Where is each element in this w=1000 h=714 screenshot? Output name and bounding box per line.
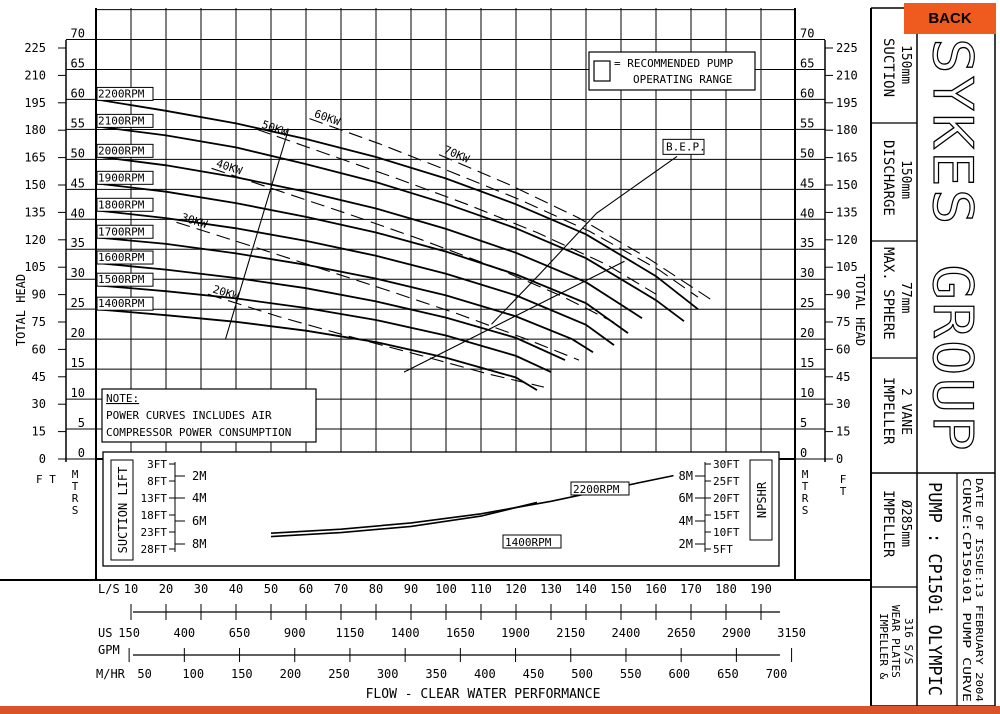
recommended-range-legend — [589, 52, 755, 90]
ft-tick-label-left: 90 — [31, 287, 46, 302]
npshr-m-label: 2M — [678, 537, 693, 551]
bep-label: B.E.P. — [666, 140, 706, 154]
npshr-ft-label: 20FT — [713, 492, 740, 505]
left-axis-title: TOTAL HEAD — [14, 273, 28, 347]
note-box — [102, 389, 316, 442]
impeller-label: IMPELLER — [880, 377, 896, 445]
ft-tick-label-left: 135 — [24, 205, 46, 220]
gpm-tick-label: 400 — [173, 626, 196, 640]
mtrs-tick-label-left: 20 — [70, 326, 85, 341]
mtrs-tick-label-right: 55 — [800, 116, 815, 131]
flow-scales — [96, 582, 806, 702]
ft-tick-label-left: 225 — [24, 41, 46, 56]
mtrs-tick-label-left: 35 — [70, 236, 85, 251]
power-label: 50KW — [260, 117, 290, 139]
power-label: 20KW — [211, 282, 241, 304]
gpm-tick-label: 2150 — [556, 626, 586, 640]
suction-lift-title: SUCTION LIFT — [116, 466, 130, 554]
note-line-1: POWER CURVES INCLUDES AIR — [106, 409, 272, 422]
ft-tick-label-right: 135 — [836, 205, 858, 220]
npshr-ft-label: 5FT — [713, 543, 733, 556]
rpm-label: 1400RPM — [98, 297, 145, 311]
power-curve-40kw — [212, 168, 615, 322]
left-ft-unit: F T — [36, 473, 56, 486]
mtrs-tick-label-right: 50 — [800, 146, 815, 161]
gpm-tick-label: 650 — [228, 626, 251, 640]
mhr-tick-label: 350 — [425, 667, 448, 681]
ls-tick-label: 30 — [193, 582, 209, 596]
ls-tick-label: 90 — [403, 582, 419, 596]
gpm-tick-label: 150 — [118, 626, 140, 640]
ft-tick-label-right: 210 — [836, 68, 858, 83]
ls-tick-label: 60 — [298, 582, 314, 596]
ft-tick-label-right: 60 — [836, 342, 851, 357]
ft-tick-label-left: 45 — [31, 369, 46, 384]
gpm-label: GPM — [98, 643, 120, 657]
gpm-tick-label: 3150 — [777, 626, 807, 640]
rpm-label: 1700RPM — [98, 225, 145, 239]
gpm-tick-label: 900 — [283, 626, 306, 640]
curve-labels-layer — [97, 87, 706, 310]
rpm-label: 1500RPM — [98, 273, 145, 287]
ft-tick-label-right: 165 — [836, 150, 858, 165]
mtrs-tick-label-left: 55 — [70, 116, 85, 131]
gpm-tick-label: 2400 — [611, 626, 641, 640]
suction-ft-label: 13FT — [140, 492, 167, 505]
suction-m-label: 2M — [192, 469, 207, 483]
mtrs-tick-label-right: 25 — [800, 296, 815, 311]
ft-tick-label-left: 195 — [24, 95, 46, 110]
discharge-label: DISCHARGE — [880, 140, 896, 216]
mhr-tick-label: 50 — [137, 667, 152, 681]
npshr-m-label: 8M — [678, 469, 693, 483]
ft-tick-label-left: 210 — [24, 68, 46, 83]
mtrs-tick-label-right: 35 — [800, 236, 815, 251]
ft-tick-label-left: 120 — [24, 232, 46, 247]
ft-tick-label-left: 15 — [31, 424, 46, 439]
power-label: 30KW — [179, 210, 209, 232]
legend-text-2: OPERATING RANGE — [633, 73, 733, 86]
company-name: SYKES GROUP — [921, 38, 984, 418]
issue-label: DATE OF ISSUE:13 FEBRUARY 2004 — [973, 478, 984, 659]
npshr-m-label: 6M — [678, 491, 693, 505]
mtrs-tick-label-right: 45 — [800, 176, 815, 191]
ft-tick-label-right: 225 — [836, 41, 858, 56]
rpm-label: 2000RPM — [98, 144, 145, 158]
mtrs-tick-label-left: 50 — [70, 146, 85, 161]
rpm-label: 1600RPM — [98, 251, 145, 265]
gpm-tick-label: 1900 — [501, 626, 531, 640]
mtrs-tick-label-left: 40 — [70, 206, 85, 221]
gpm-tick-label: 1650 — [445, 626, 475, 640]
mhr-tick-label: 700 — [765, 667, 788, 681]
ls-tick-label: 100 — [435, 582, 457, 596]
mhr-tick-label: 200 — [279, 667, 302, 681]
ft-tick-label-right: 30 — [836, 397, 851, 412]
mhr-tick-label: 650 — [717, 667, 739, 681]
gpm-tick-label: 2900 — [721, 626, 751, 640]
note-title: NOTE: — [106, 392, 140, 405]
ls-tick-label: 40 — [228, 582, 244, 596]
right-ft-unit: F T — [839, 473, 847, 498]
curve-label: CURVE:CP150i01 PUMP CURVE — [960, 478, 973, 644]
mtrs-tick-label-left: 30 — [70, 266, 85, 281]
ft-tick-label-right: 180 — [836, 123, 858, 138]
curves-layer — [96, 99, 712, 390]
npshr-title: NPSHR — [755, 481, 769, 519]
rpm-label: 2100RPM — [98, 114, 145, 128]
ft-tick-label-right: 90 — [836, 287, 851, 302]
mtrs-tick-label-left: 70 — [70, 26, 85, 41]
gpm-tick-label: 1400 — [390, 626, 420, 640]
discharge-value: 150mm — [898, 160, 913, 200]
ls-tick-label: 150 — [610, 582, 632, 596]
mtrs-tick-label-left: 65 — [70, 56, 85, 71]
ft-tick-label-right: 45 — [836, 369, 851, 384]
right-axis-title: TOTAL HEAD — [853, 273, 867, 347]
ls-tick-label: 50 — [263, 582, 279, 596]
us-label: US — [98, 626, 113, 640]
mtrs-tick-label-right: 10 — [800, 386, 815, 401]
mhr-label: M/HR — [96, 667, 125, 681]
ls-tick-label: 70 — [333, 582, 349, 596]
rpm-label: 1800RPM — [98, 198, 145, 212]
mhr-tick-label: 150 — [230, 667, 253, 681]
mhr-tick-label: 400 — [474, 667, 496, 681]
npshr-ft-label: 25FT — [713, 475, 740, 488]
bep-line — [492, 156, 678, 324]
ft-tick-label-left: 0 — [38, 452, 46, 466]
npshr-panel — [103, 452, 779, 566]
ls-tick-label: 190 — [750, 582, 772, 596]
note-line-2: COMPRESSOR POWER CONSUMPTION — [106, 426, 292, 439]
impeller-value: 2 VANE — [898, 388, 913, 435]
suction-ft-label: 23FT — [140, 526, 167, 539]
ft-tick-label-right: 195 — [836, 95, 858, 110]
mtrs-tick-label-right: 5 — [800, 416, 808, 431]
ls-tick-label: 20 — [158, 582, 174, 596]
legend-swatch — [594, 61, 610, 81]
flow-title: FLOW - CLEAR WATER PERFORMANCE — [365, 687, 601, 702]
mhr-tick-label: 550 — [619, 667, 642, 681]
mtrs-tick-label-right: 20 — [800, 326, 815, 341]
npshr-ft-label: 10FT — [713, 526, 740, 539]
ft-tick-label-right: 0 — [836, 452, 844, 466]
mtrs-tick-label-left: 60 — [70, 86, 85, 101]
right-mtrs-unit: M T R S — [801, 468, 809, 517]
mtrs-tick-label-right: 40 — [800, 206, 815, 221]
title-block-text — [877, 38, 984, 710]
gpm-tick-label: 2650 — [666, 626, 696, 640]
ls-label: L/S — [98, 582, 120, 596]
ls-tick-label: 110 — [470, 582, 492, 596]
npshr-label: 2200RPM — [573, 483, 620, 496]
ft-tick-label-right: 105 — [836, 260, 858, 275]
suction-value: 150mm — [898, 45, 913, 85]
sphere-value: 77mm — [898, 282, 913, 314]
power-label: 70KW — [441, 143, 472, 166]
power-label: 60KW — [312, 107, 342, 129]
power-label: 40KW — [214, 156, 244, 178]
mtrs-tick-label-right: 60 — [800, 86, 815, 101]
sphere-label: MAX. SPHERE — [880, 247, 896, 340]
ft-tick-label-left: 165 — [24, 150, 46, 165]
legend-text-1: = RECOMMENDED PUMP — [614, 57, 734, 70]
mtrs-tick-label-left: 10 — [70, 386, 85, 401]
npshr-ft-label: 30FT — [713, 458, 740, 471]
operating-range-line — [226, 129, 289, 339]
suction-m-label: 8M — [192, 537, 207, 551]
ft-tick-label-right: 15 — [836, 424, 851, 439]
gpm-tick-label: 1150 — [335, 626, 365, 640]
rpm-label: 2200RPM — [98, 87, 145, 101]
ls-tick-label: 170 — [680, 582, 702, 596]
mhr-tick-label: 600 — [668, 667, 691, 681]
rpm-label: 1900RPM — [98, 171, 145, 185]
ls-tick-label: 180 — [715, 582, 737, 596]
ft-tick-label-left: 150 — [24, 178, 46, 193]
back-button[interactable]: BACK — [904, 3, 996, 34]
plates-label-2: WEAR PLATES — [889, 605, 902, 678]
mtrs-tick-label-right: 70 — [800, 26, 815, 41]
mhr-tick-label: 100 — [182, 667, 205, 681]
ls-tick-label: 80 — [368, 582, 384, 596]
mhr-tick-label: 250 — [328, 667, 350, 681]
pump-label: PUMP : CP150i OLYMPIC — [924, 482, 945, 710]
ls-tick-label: 10 — [123, 582, 139, 596]
ls-tick-label: 140 — [575, 582, 597, 596]
mtrs-tick-label-left: 45 — [70, 176, 85, 191]
mhr-tick-label: 300 — [376, 667, 399, 681]
bottom-accent-strip — [0, 706, 1000, 714]
ft-tick-label-right: 150 — [836, 178, 858, 193]
npshr-m-label: 4M — [678, 514, 693, 528]
mtrs-tick-label-left: 5 — [77, 416, 85, 431]
mhr-tick-label: 500 — [571, 667, 593, 681]
impeller-dia-value: Ø285mm — [898, 500, 913, 547]
ls-tick-label: 130 — [540, 582, 562, 596]
suction-ft-label: 18FT — [140, 509, 167, 522]
ft-tick-label-right: 120 — [836, 232, 858, 247]
impeller-dia-label: IMPELLER — [880, 490, 896, 558]
suction-label: SUCTION — [880, 38, 896, 98]
mtrs-tick-label-right: 15 — [800, 356, 815, 371]
ls-tick-label: 120 — [505, 582, 527, 596]
suction-ft-label: 28FT — [140, 543, 167, 556]
ft-tick-label-right: 75 — [836, 315, 851, 330]
mtrs-tick-label-right: 30 — [800, 266, 815, 281]
ft-tick-label-left: 30 — [31, 397, 46, 412]
npshr-label: 1400RPM — [505, 536, 552, 549]
suction-ft-label: 8FT — [147, 475, 167, 488]
mhr-tick-label: 450 — [522, 667, 545, 681]
ft-tick-label-left: 60 — [31, 342, 46, 357]
ls-tick-label: 160 — [645, 582, 667, 596]
mtrs-tick-label-left: 0 — [77, 446, 85, 460]
head-curve-1400rpm — [96, 309, 537, 390]
ft-tick-label-left: 180 — [24, 123, 46, 138]
suction-ft-label: 3FT — [147, 458, 167, 471]
plates-value: 316 S/S — [902, 618, 915, 665]
suction-m-label: 4M — [192, 491, 207, 505]
mtrs-tick-label-right: 0 — [800, 446, 808, 460]
left-mtrs-unit: M T R S — [71, 468, 79, 517]
mtrs-tick-label-right: 65 — [800, 56, 815, 71]
head-curve-2200rpm — [96, 99, 698, 309]
mtrs-tick-label-left: 15 — [70, 356, 85, 371]
npshr-ft-label: 15FT — [713, 509, 740, 522]
mtrs-tick-label-left: 25 — [70, 296, 85, 311]
ft-tick-label-left: 105 — [24, 260, 46, 275]
suction-m-label: 6M — [192, 514, 207, 528]
ft-tick-label-left: 75 — [31, 315, 46, 330]
plates-label: IMPELLER & — [877, 613, 890, 680]
